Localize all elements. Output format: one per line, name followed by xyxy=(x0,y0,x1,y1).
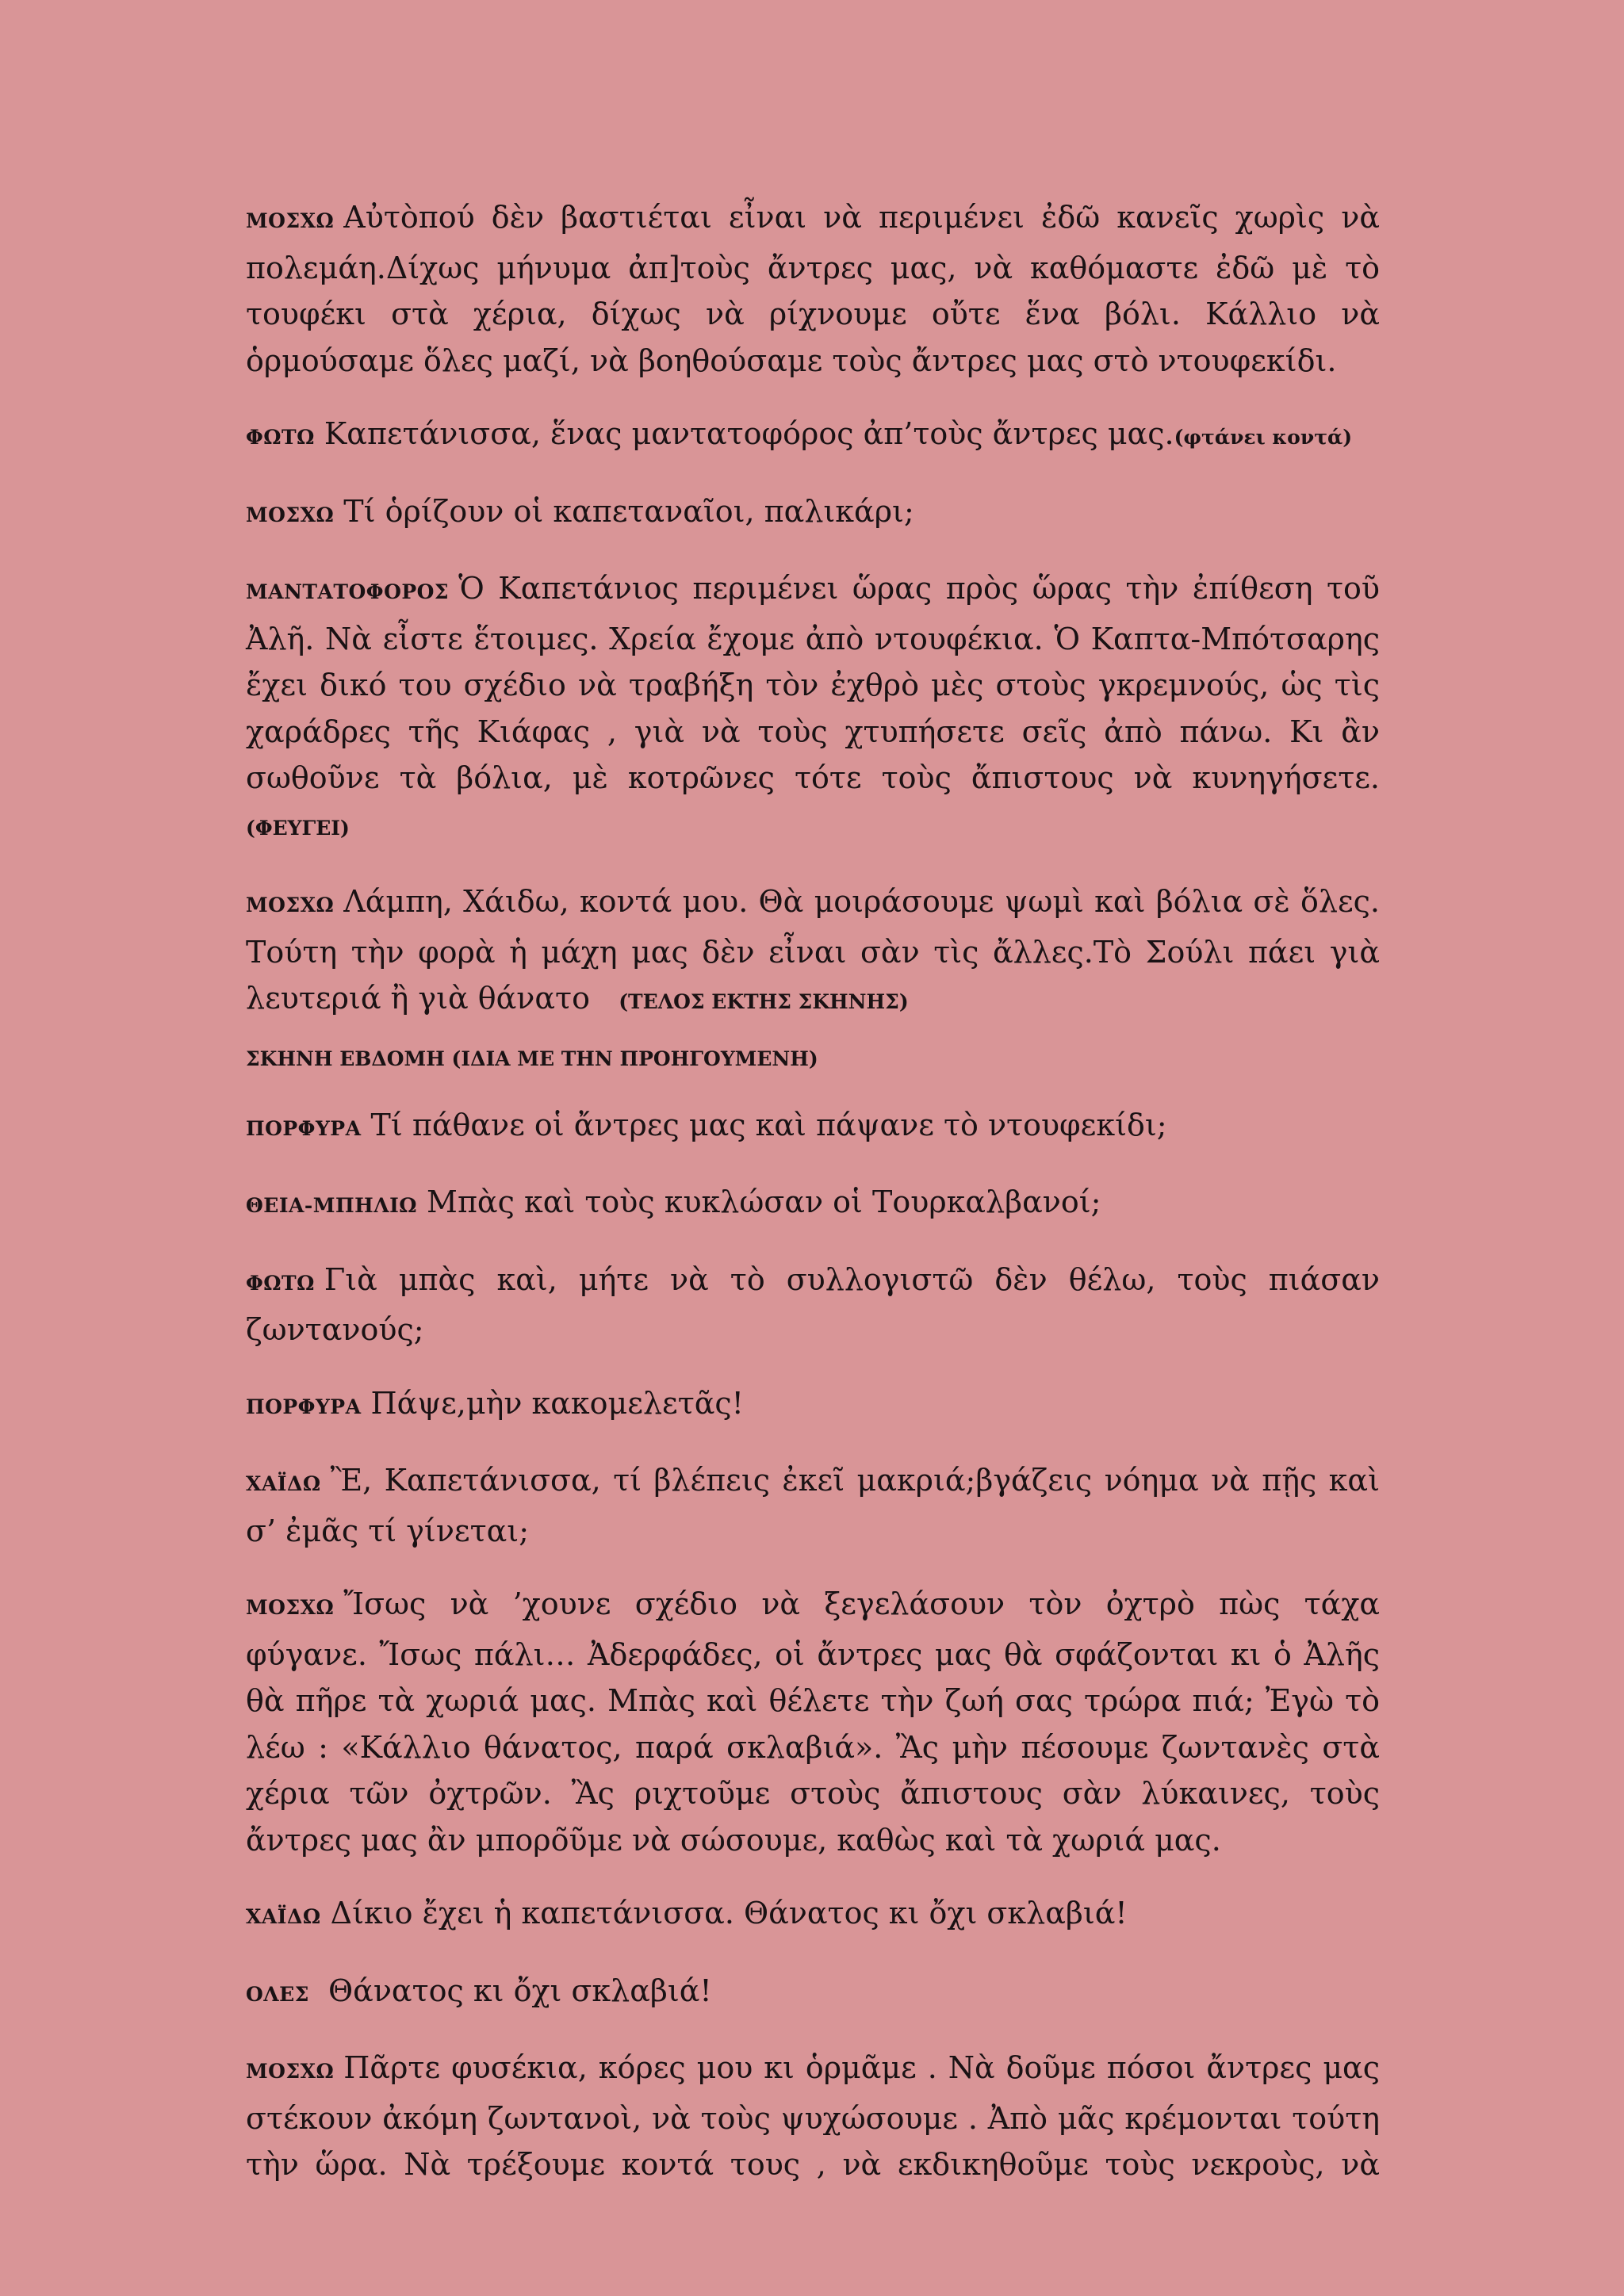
speaker-name: ΜΟΣΧΩ xyxy=(246,209,335,232)
dialogue-line xyxy=(246,878,1380,1026)
dialogue-text: Θάνατος κι ὄχι σκλαβιά! xyxy=(328,1973,712,2008)
stage-direction: (φτάνει κοντά) xyxy=(1174,426,1353,449)
speaker-name: ΧΑΪΔΩ xyxy=(246,1905,321,1928)
speaker-name: ΧΑΪΔΩ xyxy=(246,1472,321,1495)
dialogue-line xyxy=(246,1890,1380,1941)
speaker-name: ΠΟΡΦΥΡΑ xyxy=(246,1395,362,1418)
dialogue-text: Γιὰ μπὰς καὶ, μήτε νὰ τὸ συλλογιστῶ δὲν θέλω, τοὺς πιάσαν ζωντανούς; xyxy=(246,1261,1380,1347)
dialogue-text: Πάψε,μὴν κακομελετᾶς! xyxy=(370,1385,744,1421)
dialogue-text: Ἴσως νὰ ’χουνε σχέδιο νὰ ξεγελάσουν τὸν ὀχτρὸ πὼς τάχα φύγανε. Ἴσως πάλι… Ἀδερφάδες, οἱ ἄντρες μας θὰ σφάζονται κι ὁ Ἀλῆς θὰ πῆρε τὰ χωριά μας. Μπὰς καὶ θέλετε τὴν ζωή σας τρώρα πιά; Ἐγὼ τὸ λέω : «Κάλλιο θάνατος, παρά σκλαβιά». Ἂς μὴν πέσουμε ζωντανὲς στὰ χέρια τῶν ὀχτρῶν. Ἂς ριχτοῦμε στοὺς ἄπιστους σὰν λύκαινες, τοὺς ἄντρες μας ἂν μπορο̃ῦμε νὰ σώσουμε, καθὼς καὶ τὰ χωριά μας. xyxy=(246,1586,1380,1858)
speaker-name: ΜΟΣΧΩ xyxy=(246,894,335,916)
dialogue-text: Πᾶρτε φυσέκια, κόρες μου κι ὁρμᾶμε . Νὰ δοῦμε πόσοι ἄντρες μας στέκουν ἀκόμη ζωντανοὶ, νὰ τοὺς ψυχώσουμε . Ἀπὸ μᾶς κρέμονται τούτη τὴν ὥρα. Νὰ τρέξουμε κοντά τους , νὰ εκδικηθοῦμε τοὺς νεκροὺς, νὰ xyxy=(246,2050,1380,2182)
speaker-name: ΜΑΝΤΑΤΟΦΟΡΟΣ xyxy=(246,580,450,603)
dialogue-line xyxy=(246,194,1380,384)
dialogue-text: Δίκιο ἔχει ἡ καπετάνισσα. Θάνατος κι ὄχι σκλαβιά! xyxy=(330,1896,1128,1931)
dialogue-line xyxy=(246,1581,1380,1863)
dialogue-text: Αὐτὸπού δὲν βαστιέται εἶναι νὰ περιμένει ἐδῶ κανεῖς χωρὶς νὰ πολεμάη.Δίχως μήνυμα ἀπ]τοὺς ἄντρες μας, νὰ καθόμαστε ἐδῶ μὲ τὸ τουφέκι στὰ χέρια, δίχως νὰ ρίχνουμε οὔτε ἕνα βόλι. Κάλλιο νὰ ὁρμούσαμε ὅλες μαζί, νὰ βοηθούσαμε τοὺς ἄντρες μας στὸ ντουφεκίδι. xyxy=(246,200,1380,378)
speaker-name: ΦΩΤΩ xyxy=(246,426,315,449)
script-page xyxy=(246,194,1380,2188)
dialogue-text: Τί ὁρίζουν οἱ καπεταναῖοι, παλικάρι; xyxy=(343,493,914,529)
dialogue-text: Ἒ, Καπετάνισσα, τί βλέπεις ἐκεῖ μακριά;βγάζεις νόημα νὰ πῇς καὶ σ’ ἐμᾶς τί γίνεται; xyxy=(246,1463,1380,1548)
dialogue-line xyxy=(246,1257,1380,1353)
dialogue-line xyxy=(246,411,1380,461)
dialogue-line xyxy=(246,1968,1380,2019)
dialogue-text: Μπὰς καὶ τοὺς κυκλώσαν οἱ Τουρκαλβανοί; xyxy=(427,1184,1101,1219)
dialogue-line xyxy=(246,1457,1380,1554)
speaker-name: ΦΩΤΩ xyxy=(246,1271,315,1295)
dialogue-line xyxy=(246,488,1380,539)
speaker-name: ΜΟΣΧΩ xyxy=(246,2060,335,2083)
dialogue-text: Τί πάθανε οἱ ἄντρες μας καὶ πάψανε τὸ ντουφεκίδι; xyxy=(370,1107,1167,1142)
stage-direction: (ΤΕΛΟΣ ΕΚΤΗΣ ΣΚΗΝΗΣ) xyxy=(619,990,909,1013)
speaker-name: ΜΟΣΧΩ xyxy=(246,1596,335,1619)
scene-heading: ΣΚΗΝΗ ΕΒΔΟΜΗ (ΙΔΙΑ ΜΕ ΤΗΝ ΠΡΟΗΓΟΥΜΕΝΗ) xyxy=(246,1047,818,1070)
dialogue-text: Καπετάνισσα, ἕνας μαντατοφόρος ἀπ’τοὺς ἄντρες μας. xyxy=(324,416,1174,451)
speaker-name: ΘΕΙΑ-ΜΠΗΛΙΩ xyxy=(246,1194,418,1217)
stage-direction: (ΦΕΥΓΕΙ) xyxy=(246,816,350,840)
dialogue-text: Ὁ Καπετάνιος περιμένει ὥρας πρὸς ὥρας τὴν ἐπίθεση τοῦ Ἀλῆ. Νὰ εἶστε ἕτοιμες. Χρεία ἔχομε ἀπὸ ντουφέκια. Ὁ Καπτα-Μπότσαρης ἔχει δικό του σχέδιο νὰ τραβήξη τὸν ἐχθρὸ μὲς στοὺς γκρεμνούς, ὡς τὶς χαράδρες τῆς Κιάφας , γιὰ νὰ τοὺς χτυπήσετε σεῖς ἀπὸ πάνω. Κι ἂν σωθοῦνε τὰ βόλια, μὲ κοτρῶνες τότε τοὺς ἄπιστους νὰ κυνηγήσετε. xyxy=(246,571,1380,795)
dialogue-text: Λάμπη, Χάιδω, κοντά μου. Θὰ μοιράσουμε ψωμὶ καὶ βόλια σὲ ὅλες. Τούτη τὴν φορὰ ἡ μάχη μας δὲν εἶναι σὰν τὶς ἄλλες.Τὸ Σούλι πάει γιὰ λευτεριά ἢ γιὰ θάνατο xyxy=(246,884,1380,1016)
dialogue-line xyxy=(246,1380,1380,1431)
dialogue-line xyxy=(246,1102,1380,1153)
dialogue-line xyxy=(246,565,1380,851)
speaker-name: ΜΟΣΧΩ xyxy=(246,503,335,526)
speaker-name: ΠΟΡΦΥΡΑ xyxy=(246,1116,362,1140)
dialogue-line xyxy=(246,2045,1380,2188)
speaker-name: ΟΛΕΣ xyxy=(246,1982,309,2006)
dialogue-line xyxy=(246,1179,1380,1230)
